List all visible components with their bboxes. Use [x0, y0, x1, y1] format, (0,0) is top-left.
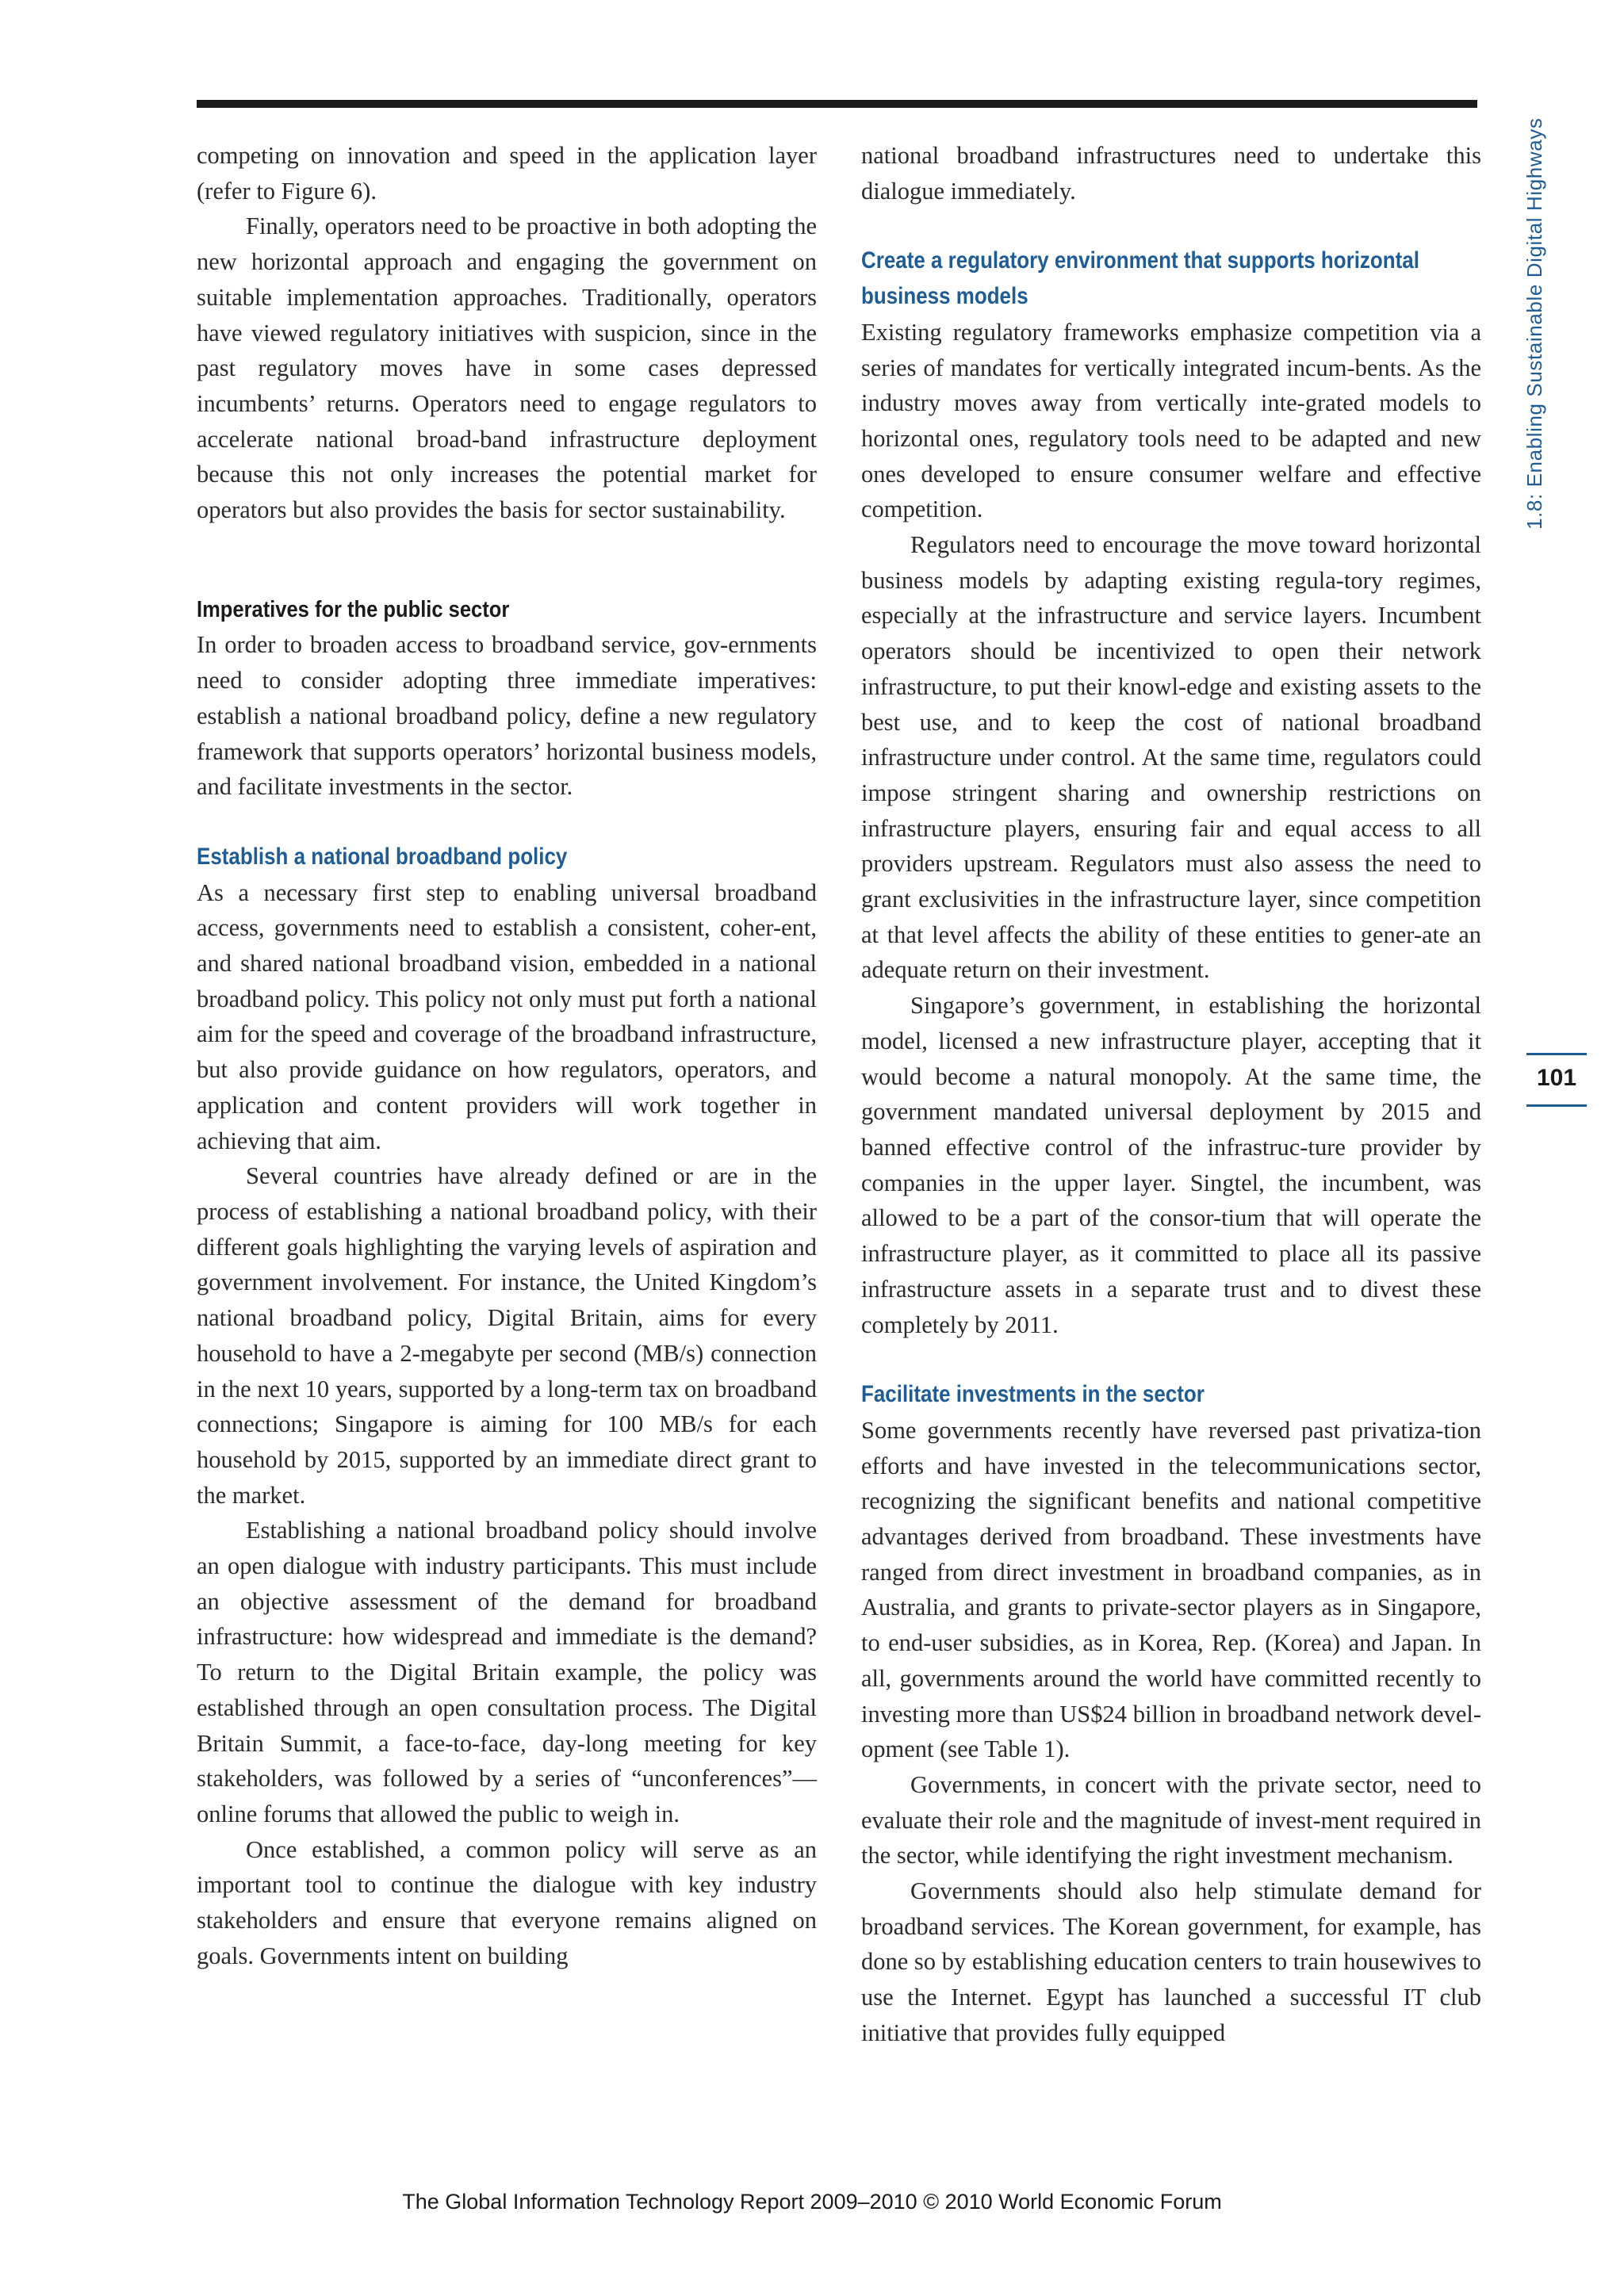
page-number: 101 — [1536, 1065, 1577, 1091]
left-column — [197, 138, 817, 1973]
paragraph: Singapore’s government, in establishing the horizontal model, licensed a new infrastructure player, accepting that it would become a natural monopoly. At the same time, the government mandated universal deployment by 2015 and banned effective control of the infrastruc-ture provider by companies in the upper layer. Singtel, the incumbent, was allowed to be a part of the consor-tium that will operate the infrastructure player, as it committed to place all its passive infrastructure assets in a separate trust and to divest these completely by 2011. — [861, 992, 1481, 1338]
subheading-regulatory-environment: Create a regulatory environment that supports horizontal business models — [861, 247, 1419, 310]
footer: The Global Information Technology Report 2009–2010 © 2010 World Economic Forum — [402, 2190, 1222, 2214]
paragraph: competing on innovation and speed in the application layer (refer to Figure 6). — [197, 142, 817, 205]
paragraph: As a necessary first step to enabling universal broadband access, governments need to establish a consistent, coher-ent, and shared national broadband vision, embedded in a national broadband policy. This policy not only must put forth a national aim for the speed and coverage of the broadband infrastructure, but also provide guidance on how regulators, operators, and application and content providers will work together in achieving that aim. — [197, 878, 817, 1154]
paragraph: Several countries have already defined or are in the process of establishing a national broadband policy, with their different goals highlighting the varying levels of aspiration and government involvement. For instance, the United Kingdom’s national broadband policy, Digital Britain, aims for every household to have a 2-megabyte per second (MB/s) connection in the next 10 years, supported by a long-term tax on broadband connections; Singapore is aiming for 100 MB/s for each household by 2015, supported by an immediate direct grant to the market. — [197, 1162, 817, 1509]
subheading-broadband-policy: Establish a national broadband policy — [197, 843, 568, 870]
paragraph: Finally, operators need to be proactive in both adopting the new horizontal approach and engaging the government on suitable implementation approaches. Traditionally, operators have viewed regulatory initiatives with suspicion, since in the past regulatory moves have in some cases depressed incumbents’ returns. Operators need to engage regulators to accelerate national broad-band infrastructure deployment because this not only increases the potential market for operators but also provides the basis for sector sustainability. — [197, 212, 817, 524]
paragraph: national broadband infrastructures need to undertake this dialogue immediately. — [861, 142, 1481, 205]
page-number-rule-bottom — [1526, 1104, 1587, 1107]
paragraph: Governments should also help stimulate demand for broadband services. The Korean government, for example, has done so by establishing education centers to train housewives to use the Internet. Egypt has launched a successful IT club initiative that provides fully equipped — [861, 1877, 1481, 2046]
heading-public-sector: Imperatives for the public sector — [197, 596, 510, 622]
paragraph: Some governments recently have reversed past privatiza-tion efforts and have invested in the telecommunications sector, recognizing the significant benefits and national competitive advantages derived from broadband. These investments have ranged from direct investment in broadband companies, as in Australia, and grants to private-sector players as in Singapore, to end-user subsidies, as in Korea, Rep. (Korea) and Japan. In all, governments around the world have committed recently to investing more than US$24 billion in broadband network devel-opment (see Table 1). — [861, 1416, 1481, 1763]
paragraph: Establishing a national broadband policy should involve an open dialogue with industry participants. This must include an objective assessment of the demand for broadband infrastructure: how widespread and immediate is the demand? To return to the Digital Britain example, the policy was established through an open consultation process. The Digital Britain Summit, a face-to-face, day-long meeting for key stakeholders, was followed by a series of “unconferences”—online forums that allowed the public to weigh in. — [197, 1517, 817, 1827]
paragraph: Regulators need to encourage the move toward horizontal business models by adapting existing regula-tory regimes, especially at the infrastructure and service layers. Incumbent operators should be incentivized to open their network infrastructure, to put their knowl-edge and existing assets to the best use, and to keep the cost of national broadband infrastructure under control. At the same time, regulators could impose stringent sharing and ownership restrictions on infrastructure players, ensuring fair and equal access to all providers upstream. Regulators must also assess the need to grant exclusivities in the infrastructure layer, since competition at that level affects the ability of these entities to gener-ate an adequate return on their investment. — [861, 531, 1481, 984]
subheading-facilitate-investments: Facilitate investments in the sector — [861, 1381, 1205, 1408]
paragraph: Once established, a common policy will serve as an important tool to continue the dialogue with key industry stakeholders and ensure that everyone remains aligned on goals. Governments intent on building — [197, 1835, 817, 1969]
paragraph: Governments, in concert with the private sector, need to evaluate their role and the magnitude of invest-ment required in the sector, while identifying the right investment mechanism. — [861, 1770, 1481, 1869]
right-column — [861, 138, 1481, 2051]
paragraph: Existing regulatory frameworks emphasize competition via a series of mandates for vertically integrated incum-bents. As the industry moves away from vertically inte-grated models to horizontal ones, regulatory tools need to be adapted and new ones developed to ensure consumer welfare and effective competition. — [861, 318, 1481, 523]
paragraph: In order to broaden access to broadband service, gov-ernments need to consider adopting three immediate imperatives: establish a national broadband policy, define a new regulatory framework that supports operators’ horizontal business models, and facilitate investments in the sector. — [197, 631, 817, 801]
page-number-rule-top — [1526, 1053, 1587, 1055]
chapter-side-title: 1.8: Enabling Sustainable Digital Highways — [1522, 117, 1546, 530]
top-rule — [197, 100, 1477, 108]
